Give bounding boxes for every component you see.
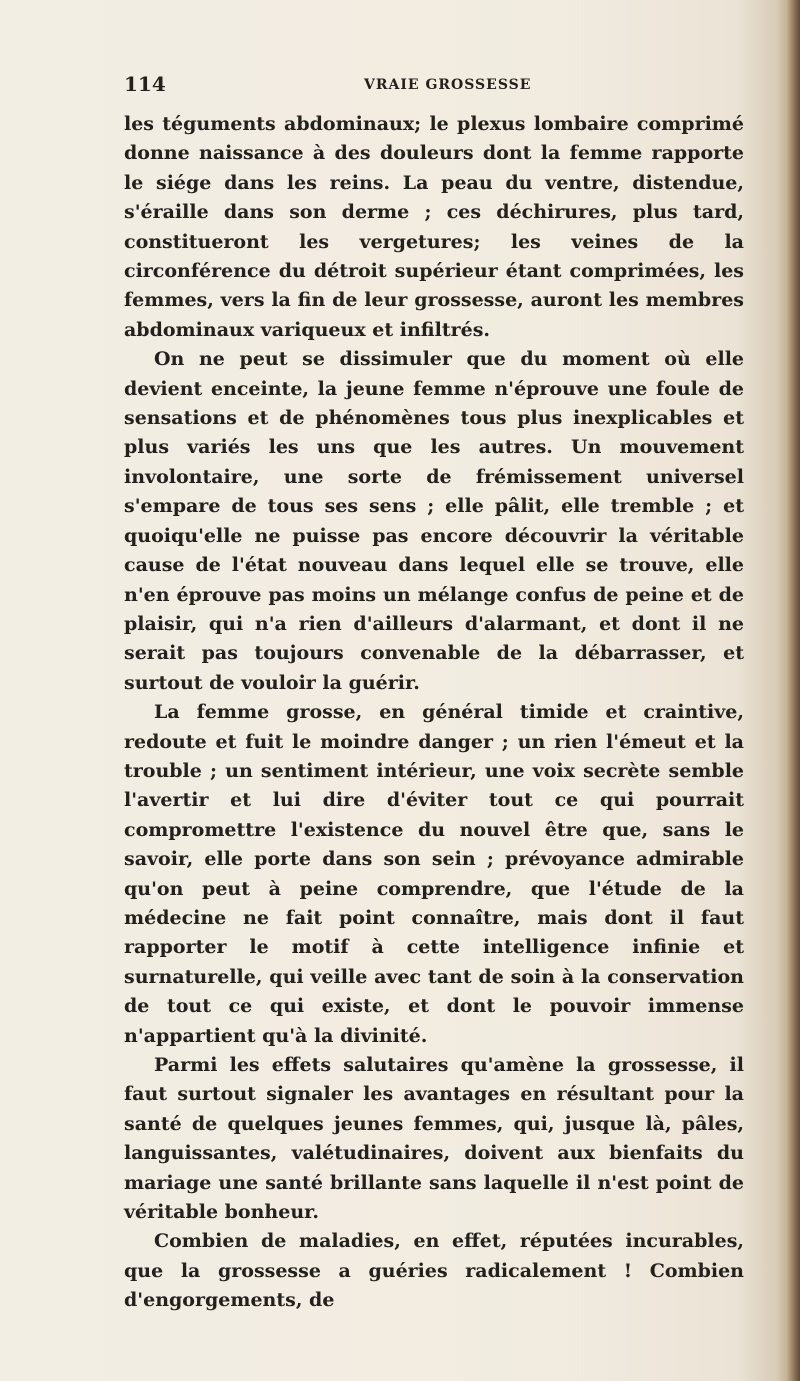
page-number: 114 xyxy=(124,72,166,96)
paragraph: Combien de maladies, en effet, réputées incurables, que la grossesse a guéries radicalement ! Combien d'engorgements, de xyxy=(124,1230,744,1312)
paragraph: On ne peut se dissimuler que du moment où elle devient enceinte, la jeune femme n'éprouve une foule de sensations et de phénomènes tous plus inexplicables et plus variés les uns que les autres. Un mouvement involontaire, une sorte de frémissement universel s'empare de tous ses sens ; elle pâlit, elle tremble ; et quoiqu'elle ne puisse pas encore découvrir la véritable cause de l'état nouveau dans lequel elle se trouve, elle n'en éprouve pas moins un mélange confus de peine et de plaisir, qui n'a rien d'ailleurs d'alarmant, et dont il ne serait pas toujours convenable de la débarrasser, et surtout de vouloir la guérir. xyxy=(124,348,744,694)
page-edge xyxy=(786,0,800,1381)
paragraph: Parmi les effets salutaires qu'amène la grossesse, il faut surtout signaler les avantages en résultant pour la santé de quelques jeunes femmes, qui, jusque là, pâles, languissantes, valétudinaires, doivent aux bienfaits du mariage une santé brillante sans laquelle il n'est point de véritable bonheur. xyxy=(124,1054,744,1224)
paragraph: les téguments abdominaux; le plexus lombaire comprimé donne naissance à des douleurs dont la femme rapporte le siége dans les reins. La peau du ventre, distendue, s'éraille dans son derme ; ces déchirures, plus tard, constitueront les vergetures; les veines de la circonférence du détroit supérieur étant comprimées, les femmes, vers la fin de leur grossesse, auront les membres abdominaux variqueux et infiltrés. xyxy=(124,113,744,341)
paragraph: La femme grosse, en général timide et craintive, redoute et fuit le moindre danger ; un rien l'émeut et la trouble ; un sentiment intérieur, une voix secrète semble l'avertir et lui dire d'éviter tout ce qui pourrait compromettre l'existence du nouvel être que, sans le savoir, elle porte dans son sein ; prévoyance admirable qu'on peut à peine comprendre, que l'étude de la médecine ne fait point connaître, mais dont il faut rapporter le motif à cette intelligence infinie et surnaturelle, qui veille avec tant de soin à la conservation de tout ce qui existe, et dont le pouvoir immense n'appartient qu'à la divinité. xyxy=(124,701,744,1047)
running-head: VRAIE GROSSESSE xyxy=(364,77,532,93)
body-text xyxy=(124,110,744,1316)
page-header xyxy=(124,72,744,102)
